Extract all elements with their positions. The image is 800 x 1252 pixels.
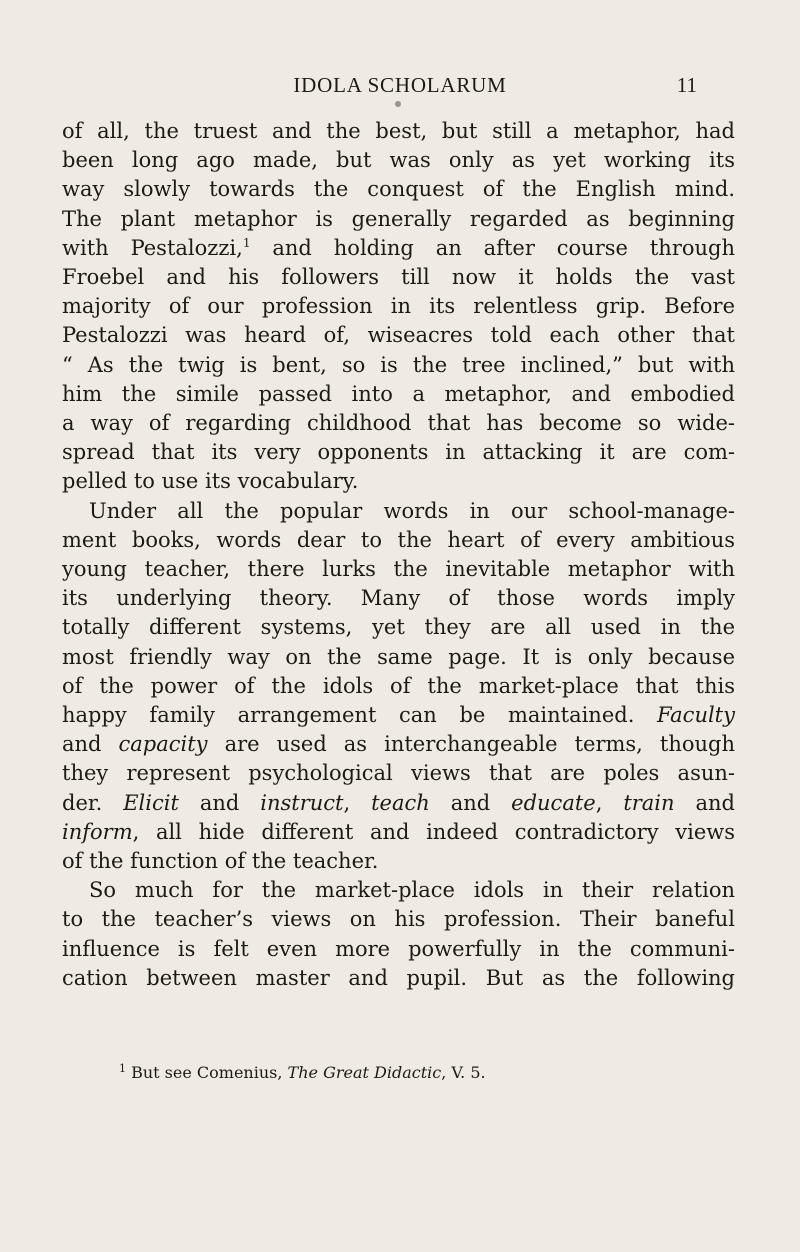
text-line: a way of regarding childhood that has become so wide- (62, 411, 735, 436)
text-line: most friendly way on the same page. It is only because (62, 644, 735, 669)
footnote-text: But see Comenius, (126, 1063, 288, 1082)
italic-term: teach (371, 790, 430, 815)
text-line: spread that its very opponents in attacking it are com- (62, 440, 735, 465)
italic-term: capacity (118, 732, 208, 757)
text-line: majority of our profession in its relentless grip. Before (62, 294, 735, 319)
text-run: , all hide different and indeed contradictory views (132, 819, 735, 844)
footnote-text: , V. 5. (441, 1063, 486, 1082)
italic-term: Faculty (657, 703, 735, 728)
footnote-reference: 1 (242, 235, 251, 250)
footnote (119, 1063, 486, 1082)
text-line (62, 701, 735, 730)
text-run: are used as interchangeable terms, though (207, 732, 735, 757)
text-line (62, 789, 735, 818)
italic-term: inform (62, 819, 133, 844)
text-line: they represent psychological views that are poles asun- (62, 761, 735, 786)
text-run: with Pestalozzi, (62, 235, 243, 260)
text-line: ment books, words dear to the heart of every ambitious (62, 527, 735, 552)
ornament-dot (395, 101, 401, 107)
text-run: , (343, 790, 372, 815)
text-run: happy family arrangement can be maintained. (62, 703, 658, 728)
text-line: Froebel and his followers till now it holds the vast (62, 265, 735, 290)
text-line (62, 818, 735, 847)
text-line: The plant metaphor is generally regarded as beginning (62, 206, 735, 231)
text-run: and (674, 790, 735, 815)
text-run: and (178, 790, 261, 815)
text-line: him the simile passed into a metaphor, and embodied (62, 381, 735, 406)
text-line: of the power of the idols of the market-place that this (62, 673, 735, 698)
text-line: influence is felt even more powerfully in the communi- (62, 936, 735, 961)
text-line (62, 234, 735, 263)
text-run: and (62, 732, 119, 757)
footnote-marker: 1 (119, 1062, 126, 1075)
text-run: der. (62, 790, 124, 815)
text-run: , (595, 790, 624, 815)
italic-term: educate (511, 790, 596, 815)
text-line: way slowly towards the conquest of the English mind. (62, 177, 735, 202)
text-run: and (429, 790, 512, 815)
text-line: Pestalozzi was heard of, wiseacres told each other that (62, 323, 735, 348)
text-line: to the teacher’s views on his profession. Their baneful (62, 907, 735, 932)
text-line: its underlying theory. Many of those words imply (62, 586, 735, 611)
text-line: been long ago made, but was only as yet working its (62, 148, 735, 173)
text-run: and holding an after course through (250, 235, 736, 260)
text-line: cation between master and pupil. But as the following (62, 965, 735, 990)
page-number: 11 (676, 73, 697, 97)
text-line: “ As the twig is bent, so is the tree inclined,” but with (62, 352, 735, 377)
text-line: of all, the truest and the best, but still a metaphor, had (62, 119, 735, 143)
text-line (62, 730, 735, 759)
body-text (62, 117, 735, 993)
text-line: So much for the market-place idols in their relation (89, 878, 735, 903)
footnote-title: The Great Didactic (287, 1063, 442, 1082)
text-line: young teacher, there lurks the inevitable metaphor with (62, 557, 735, 582)
text-line: of the function of the teacher. (62, 849, 379, 874)
italic-term: Elicit (123, 790, 179, 815)
italic-term: train (623, 790, 675, 815)
running-title: IDOLA SCHOLARUM (293, 73, 507, 97)
italic-term: instruct (260, 790, 344, 815)
text-line: Under all the popular words in our school-manage- (89, 498, 735, 523)
text-line: totally different systems, yet they are all used in the (62, 615, 735, 640)
text-line: pelled to use its vocabulary. (62, 469, 359, 494)
